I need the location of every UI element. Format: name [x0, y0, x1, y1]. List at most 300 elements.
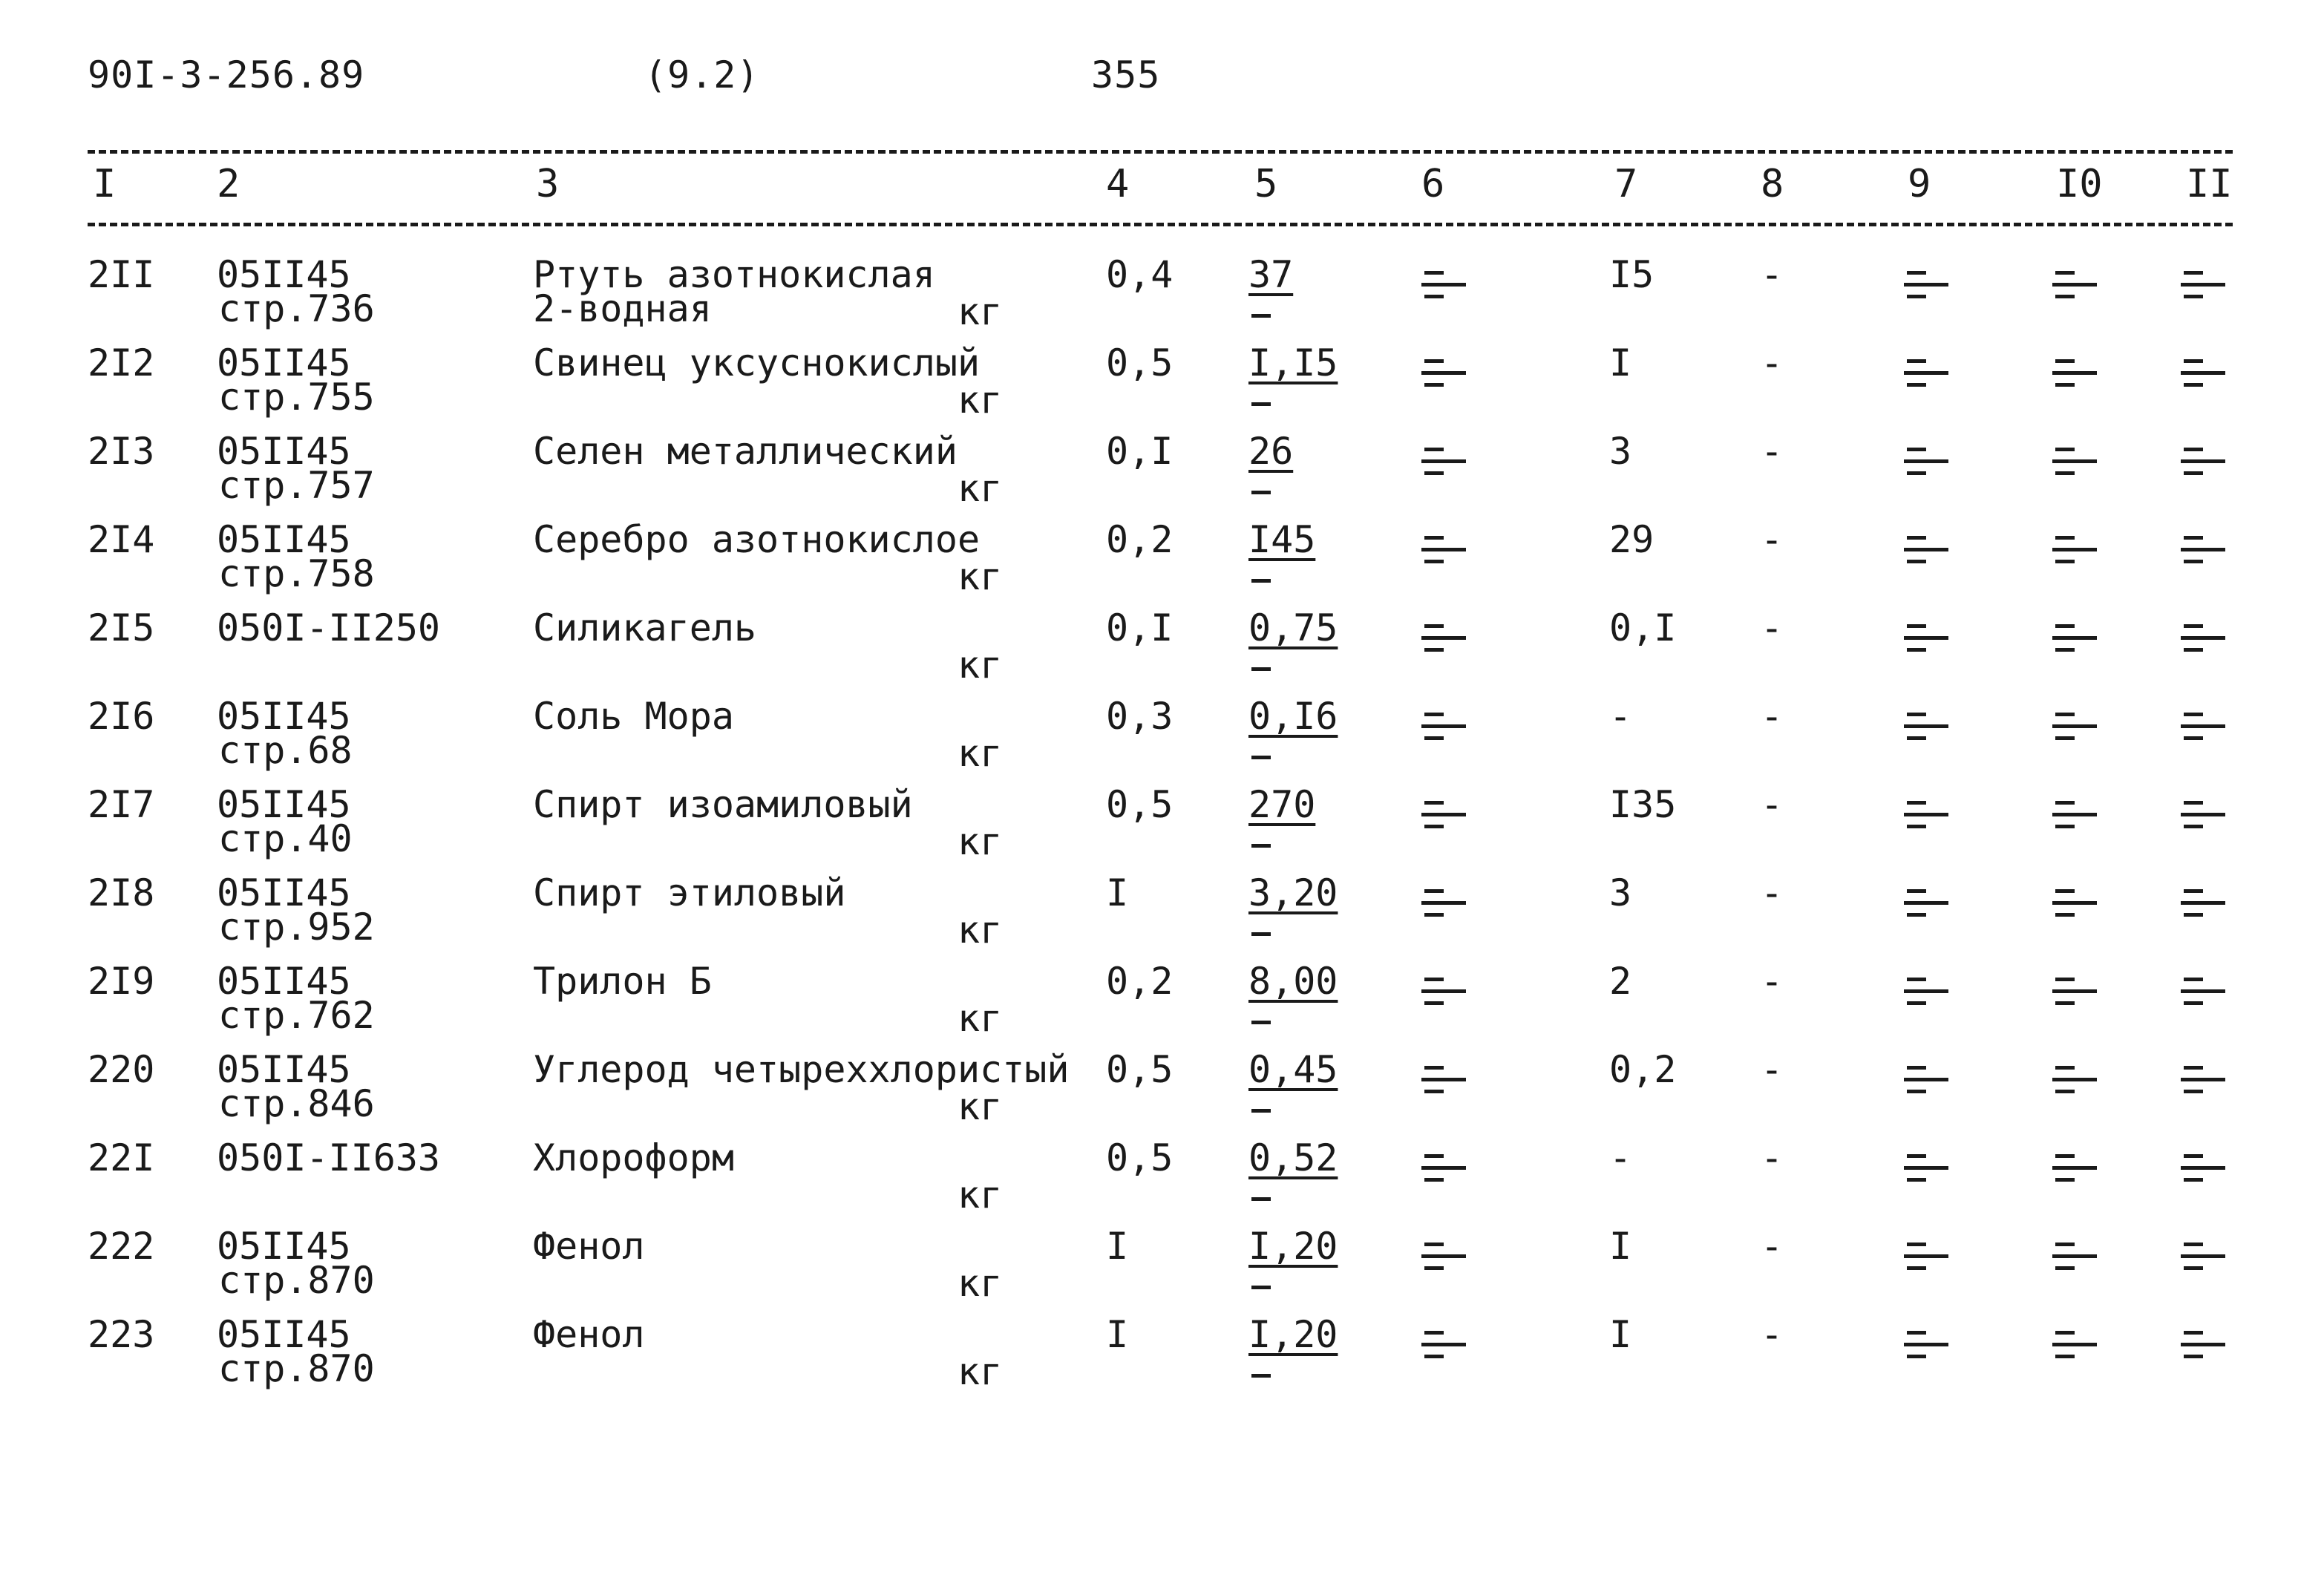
column-header: 7: [1614, 162, 1638, 206]
material-name: Фенол: [533, 1225, 645, 1268]
row-number: 223: [88, 1313, 155, 1356]
ditto-stroke: [1904, 1254, 1948, 1258]
ditto-mark-col10: [2052, 536, 2094, 566]
ditto-mark-col10: [2052, 448, 2094, 477]
ditto-mark-col6: [1421, 1243, 1463, 1272]
ditto-stroke: [2055, 889, 2075, 893]
column-header: 2: [217, 162, 240, 206]
material-name-line2: 2-водная: [533, 287, 712, 330]
unit-price: I,20: [1248, 1225, 1338, 1268]
unit-price: 0,75: [1248, 606, 1338, 649]
unit-price: I,I5: [1248, 341, 1338, 384]
col8-value: -: [1761, 341, 1784, 384]
ditto-stroke: [2052, 813, 2097, 816]
ditto-mark-col6: [1421, 624, 1463, 654]
ditto-mark-col6: [1421, 1331, 1463, 1361]
ditto-stroke: [1904, 1166, 1948, 1170]
ditto-stroke: [2055, 448, 2075, 451]
ditto-stroke: [2184, 1331, 2203, 1335]
ditto-stroke: [2181, 548, 2225, 551]
ditto-stroke: [2055, 536, 2075, 540]
unit: кг: [958, 1085, 1003, 1128]
ditto-stroke: [1907, 889, 1926, 893]
unit: кг: [958, 644, 1003, 687]
col7-value: 3: [1609, 871, 1632, 914]
quantity: 0,4: [1106, 253, 1174, 296]
quantity: 0,5: [1106, 1136, 1174, 1179]
col7-value: 29: [1609, 518, 1654, 561]
ditto-mark-col6: [1421, 978, 1463, 1007]
ditto-stroke: [2181, 1166, 2225, 1170]
ditto-mark-col6: [1421, 271, 1463, 301]
unit-price: 0,45: [1248, 1048, 1338, 1091]
material-name: Фенол: [533, 1313, 645, 1356]
ditto-stroke: [2055, 913, 2075, 917]
ditto-stroke: [2055, 1178, 2075, 1182]
ditto-mark-col9: [1904, 801, 1945, 831]
ditto-stroke: [1421, 371, 1466, 375]
row-number: 2I8: [88, 871, 155, 914]
ditto-mark-col11: [2181, 536, 2222, 566]
ditto-stroke: [1904, 1343, 1948, 1346]
ditto-stroke: [1424, 713, 1444, 716]
row-number: 222: [88, 1225, 155, 1268]
ditto-stroke: [2184, 913, 2203, 917]
ditto-stroke: [1904, 901, 1948, 905]
ditto-stroke: [2055, 648, 2075, 652]
ditto-mark-col10: [2052, 889, 2094, 919]
row-number: 22I: [88, 1136, 155, 1179]
col7-value: I: [1609, 1313, 1632, 1356]
ditto-mark-col6: [1421, 713, 1463, 742]
ditto-stroke: [2184, 978, 2203, 981]
material-name: Спирт этиловый: [533, 871, 846, 914]
ditto-mark-col10: [2052, 1331, 2094, 1361]
ditto-stroke: [2052, 1254, 2097, 1258]
ditto-mark-col9: [1904, 536, 1945, 566]
ditto-stroke: [1907, 448, 1926, 451]
col7-value: 0,I: [1609, 606, 1677, 649]
ditto-stroke: [2055, 295, 2075, 298]
unit: кг: [958, 1262, 1003, 1305]
price-ditto-tick: [1251, 756, 1271, 759]
col8-value: -: [1761, 253, 1784, 296]
ditto-stroke: [1424, 624, 1444, 628]
unit-price: 37: [1248, 253, 1294, 296]
ditto-mark-col11: [2181, 1243, 2222, 1272]
catalog-page-ref: стр.40: [218, 817, 353, 860]
catalog-page-ref: стр.870: [218, 1347, 375, 1390]
ditto-stroke: [1424, 801, 1444, 805]
ditto-stroke: [1424, 560, 1444, 563]
ditto-stroke: [1907, 560, 1926, 563]
quantity: 0,5: [1106, 783, 1174, 826]
ditto-stroke: [2181, 724, 2225, 728]
unit-price: 3,20: [1248, 871, 1338, 914]
ditto-mark-col9: [1904, 359, 1945, 389]
ditto-mark-col11: [2181, 1066, 2222, 1096]
row-number: 2I2: [88, 341, 155, 384]
ditto-stroke: [2052, 548, 2097, 551]
ditto-mark-col6: [1421, 801, 1463, 831]
ditto-mark-col9: [1904, 448, 1945, 477]
catalog-code: 05II45: [217, 695, 351, 738]
ditto-mark-col11: [2181, 801, 2222, 831]
ditto-stroke: [2055, 471, 2075, 475]
catalog-code: 05II45: [217, 253, 351, 296]
ditto-mark-col10: [2052, 271, 2094, 301]
ditto-stroke: [2184, 889, 2203, 893]
ditto-stroke: [1907, 1001, 1926, 1005]
ditto-stroke: [1907, 713, 1926, 716]
ditto-stroke: [1907, 536, 1926, 540]
price-ditto-tick: [1251, 844, 1271, 848]
ditto-stroke: [1424, 448, 1444, 451]
quantity: 0,2: [1106, 518, 1174, 561]
material-name: Силикагель: [533, 606, 757, 649]
ditto-stroke: [2184, 1001, 2203, 1005]
col8-value: -: [1761, 871, 1784, 914]
ditto-stroke: [2184, 383, 2203, 387]
ditto-stroke: [2181, 283, 2225, 287]
ditto-mark-col9: [1904, 1331, 1945, 1361]
ditto-mark-col11: [2181, 978, 2222, 1007]
ditto-stroke: [2184, 359, 2203, 363]
ditto-stroke: [2055, 736, 2075, 740]
catalog-page-ref: стр.762: [218, 994, 375, 1037]
row-number: 2II: [88, 253, 155, 296]
ditto-stroke: [2181, 901, 2225, 905]
unit: кг: [958, 820, 1003, 863]
catalog-page-ref: стр.952: [218, 906, 375, 949]
ditto-stroke: [2055, 978, 2075, 981]
ditto-mark-col9: [1904, 889, 1945, 919]
price-ditto-tick: [1251, 1374, 1271, 1378]
ditto-stroke: [1907, 271, 1926, 275]
ditto-stroke: [1421, 636, 1466, 640]
ditto-stroke: [1907, 383, 1926, 387]
unit-price: 0,I6: [1248, 695, 1338, 738]
ditto-stroke: [2184, 295, 2203, 298]
ditto-stroke: [2055, 1243, 2075, 1246]
price-ditto-tick: [1251, 1021, 1271, 1024]
material-name: Углерод четыреххлористый: [533, 1048, 1070, 1091]
ditto-mark-col10: [2052, 801, 2094, 831]
ditto-stroke: [2184, 624, 2203, 628]
ditto-stroke: [2184, 825, 2203, 828]
unit: кг: [958, 555, 1003, 598]
header-bottom-rule: [88, 223, 2233, 226]
ditto-stroke: [2181, 636, 2225, 640]
ditto-stroke: [1907, 1355, 1926, 1358]
material-name: Ртуть азотнокислая: [533, 253, 935, 296]
ditto-stroke: [1424, 736, 1444, 740]
ditto-stroke: [2055, 624, 2075, 628]
price-ditto-tick: [1251, 402, 1271, 406]
ditto-stroke: [1907, 736, 1926, 740]
ditto-mark-col10: [2052, 359, 2094, 389]
ditto-stroke: [2052, 636, 2097, 640]
ditto-stroke: [1424, 889, 1444, 893]
ditto-stroke: [2181, 1343, 2225, 1346]
row-number: 2I6: [88, 695, 155, 738]
ditto-mark-col10: [2052, 624, 2094, 654]
ditto-stroke: [2184, 648, 2203, 652]
material-name: Хлороформ: [533, 1136, 734, 1179]
ditto-stroke: [2055, 1090, 2075, 1093]
ditto-stroke: [2055, 1355, 2075, 1358]
row-number: 2I3: [88, 430, 155, 473]
ditto-stroke: [2184, 1355, 2203, 1358]
ditto-stroke: [2181, 813, 2225, 816]
col7-value: -: [1609, 695, 1632, 738]
ditto-mark-col6: [1421, 536, 1463, 566]
column-header: 3: [536, 162, 560, 206]
col8-value: -: [1761, 518, 1784, 561]
unit: кг: [958, 379, 1003, 422]
material-name: Спирт изоамиловый: [533, 783, 913, 826]
col7-value: I: [1609, 341, 1632, 384]
catalog-code: 05II45: [217, 871, 351, 914]
ditto-stroke: [2055, 1266, 2075, 1270]
col8-value: -: [1761, 960, 1784, 1003]
row-number: 2I4: [88, 518, 155, 561]
catalog-code: 05II45: [217, 960, 351, 1003]
unit-price: 0,52: [1248, 1136, 1338, 1179]
ditto-mark-col11: [2181, 1331, 2222, 1361]
ditto-stroke: [2184, 1178, 2203, 1182]
catalog-page-ref: стр.736: [218, 287, 375, 330]
price-ditto-tick: [1251, 932, 1271, 936]
col8-value: -: [1761, 783, 1784, 826]
ditto-stroke: [1424, 1001, 1444, 1005]
ditto-stroke: [1907, 1266, 1926, 1270]
ditto-stroke: [1424, 1154, 1444, 1158]
ditto-stroke: [1907, 1090, 1926, 1093]
unit-price: 8,00: [1248, 960, 1338, 1003]
ditto-stroke: [1907, 1243, 1926, 1246]
catalog-code: 050I-II250: [217, 606, 441, 649]
ditto-stroke: [1424, 825, 1444, 828]
ditto-stroke: [2184, 536, 2203, 540]
ditto-stroke: [1424, 978, 1444, 981]
ditto-stroke: [2184, 801, 2203, 805]
section-number: (9.2): [644, 53, 760, 96]
catalog-code: 05II45: [217, 430, 351, 473]
ditto-stroke: [2052, 989, 2097, 993]
ditto-stroke: [2181, 1254, 2225, 1258]
ditto-stroke: [1424, 1066, 1444, 1070]
ditto-stroke: [1424, 536, 1444, 540]
ditto-stroke: [1904, 283, 1948, 287]
unit-price: I45: [1248, 518, 1316, 561]
col8-value: -: [1761, 1048, 1784, 1091]
ditto-mark-col11: [2181, 713, 2222, 742]
col7-value: I: [1609, 1225, 1632, 1268]
catalog-page-ref: стр.757: [218, 464, 375, 507]
unit: кг: [958, 1173, 1003, 1217]
ditto-stroke: [2055, 1001, 2075, 1005]
price-ditto-tick: [1251, 667, 1271, 671]
quantity: 0,2: [1106, 960, 1174, 1003]
ditto-mark-col9: [1904, 713, 1945, 742]
ditto-mark-col9: [1904, 978, 1945, 1007]
ditto-stroke: [1421, 724, 1466, 728]
quantity: 0,5: [1106, 1048, 1174, 1091]
ditto-stroke: [1424, 271, 1444, 275]
ditto-stroke: [1424, 1090, 1444, 1093]
ditto-mark-col6: [1421, 448, 1463, 477]
ditto-mark-col10: [2052, 978, 2094, 1007]
ditto-stroke: [1421, 989, 1466, 993]
row-number: 2I9: [88, 960, 155, 1003]
page-number: 355: [1091, 53, 1161, 96]
ditto-mark-col11: [2181, 889, 2222, 919]
ditto-stroke: [1421, 1166, 1466, 1170]
catalog-page-ref: стр.68: [218, 729, 353, 772]
ditto-stroke: [2184, 713, 2203, 716]
col7-value: 0,2: [1609, 1048, 1677, 1091]
ditto-mark-col9: [1904, 1066, 1945, 1096]
price-ditto-tick: [1251, 491, 1271, 494]
col8-value: -: [1761, 695, 1784, 738]
ditto-stroke: [2184, 1090, 2203, 1093]
ditto-stroke: [1907, 1066, 1926, 1070]
price-ditto-tick: [1251, 1109, 1271, 1113]
col7-value: I5: [1609, 253, 1654, 296]
column-header: 5: [1254, 162, 1278, 206]
unit: кг: [958, 732, 1003, 775]
catalog-code: 05II45: [217, 1225, 351, 1268]
row-number: 2I5: [88, 606, 155, 649]
catalog-code: 05II45: [217, 1048, 351, 1091]
ditto-stroke: [1907, 624, 1926, 628]
ditto-mark-col11: [2181, 448, 2222, 477]
col7-value: I35: [1609, 783, 1677, 826]
price-ditto-tick: [1251, 1286, 1271, 1289]
unit-price: 26: [1248, 430, 1294, 473]
column-header: 6: [1421, 162, 1445, 206]
material-name: Свинец уксуснокислый: [533, 341, 981, 384]
row-number: 2I7: [88, 783, 155, 826]
ditto-stroke: [1421, 1254, 1466, 1258]
ditto-stroke: [1421, 548, 1466, 551]
ditto-stroke: [2052, 1166, 2097, 1170]
catalog-page-ref: стр.846: [218, 1082, 375, 1125]
quantity: I: [1106, 871, 1129, 914]
material-name: Селен металлический: [533, 430, 958, 473]
material-name: Серебро азотнокислое: [533, 518, 981, 561]
ditto-stroke: [1907, 825, 1926, 828]
quantity: 0,5: [1106, 341, 1174, 384]
col8-value: -: [1761, 1136, 1784, 1179]
catalog-code: 05II45: [217, 783, 351, 826]
ditto-stroke: [2052, 459, 2097, 463]
ditto-stroke: [1904, 459, 1948, 463]
ditto-mark-col6: [1421, 889, 1463, 919]
ditto-stroke: [1424, 648, 1444, 652]
ditto-stroke: [1907, 359, 1926, 363]
ditto-stroke: [1904, 1078, 1948, 1081]
row-number: 220: [88, 1048, 155, 1091]
ditto-mark-col9: [1904, 1154, 1945, 1184]
ditto-mark-col10: [2052, 1154, 2094, 1184]
col7-value: -: [1609, 1136, 1632, 1179]
col8-value: -: [1761, 430, 1784, 473]
ditto-stroke: [2184, 1266, 2203, 1270]
ditto-stroke: [2052, 371, 2097, 375]
ditto-stroke: [2184, 1066, 2203, 1070]
ditto-stroke: [2184, 736, 2203, 740]
ditto-stroke: [1907, 471, 1926, 475]
ditto-stroke: [2181, 371, 2225, 375]
catalog-code: 050I-II633: [217, 1136, 441, 1179]
ditto-stroke: [1907, 913, 1926, 917]
ditto-stroke: [2184, 560, 2203, 563]
ditto-stroke: [2055, 1154, 2075, 1158]
price-ditto-tick: [1251, 314, 1271, 318]
quantity: 0,3: [1106, 695, 1174, 738]
ditto-stroke: [1421, 813, 1466, 816]
ditto-stroke: [1424, 1178, 1444, 1182]
quantity: 0,I: [1106, 430, 1174, 473]
catalog-page-ref: стр.755: [218, 376, 375, 419]
ditto-stroke: [2052, 724, 2097, 728]
ditto-stroke: [2055, 271, 2075, 275]
column-header: 8: [1761, 162, 1784, 206]
column-header: 4: [1106, 162, 1130, 206]
ditto-stroke: [1424, 1266, 1444, 1270]
ditto-stroke: [2052, 901, 2097, 905]
unit: кг: [958, 997, 1003, 1040]
col8-value: -: [1761, 606, 1784, 649]
ditto-stroke: [1904, 636, 1948, 640]
ditto-stroke: [2184, 448, 2203, 451]
col7-value: 2: [1609, 960, 1632, 1003]
unit-price: I,20: [1248, 1313, 1338, 1356]
ditto-stroke: [2052, 1343, 2097, 1346]
ditto-stroke: [1424, 295, 1444, 298]
ditto-stroke: [1907, 801, 1926, 805]
catalog-code: 05II45: [217, 1313, 351, 1356]
ditto-stroke: [2184, 1154, 2203, 1158]
column-header: II: [2186, 162, 2233, 206]
ditto-stroke: [1424, 913, 1444, 917]
catalog-page-ref: стр.758: [218, 552, 375, 595]
ditto-stroke: [1904, 548, 1948, 551]
ditto-mark-col6: [1421, 1066, 1463, 1096]
ditto-stroke: [2055, 383, 2075, 387]
ditto-stroke: [2184, 471, 2203, 475]
column-header: I0: [2056, 162, 2103, 206]
ditto-stroke: [2055, 713, 2075, 716]
material-name: Трилон Б: [533, 960, 712, 1003]
column-header: I: [93, 162, 117, 206]
ditto-stroke: [1904, 724, 1948, 728]
material-name: Соль Мора: [533, 695, 734, 738]
unit: кг: [958, 467, 1003, 510]
unit-price: 270: [1248, 783, 1316, 826]
ditto-stroke: [1907, 1154, 1926, 1158]
quantity: 0,I: [1106, 606, 1174, 649]
table-top-rule: [88, 150, 2233, 154]
ditto-stroke: [1907, 648, 1926, 652]
ditto-stroke: [1421, 901, 1466, 905]
ditto-stroke: [1424, 1331, 1444, 1335]
ditto-stroke: [1907, 295, 1926, 298]
catalog-page-ref: стр.870: [218, 1259, 375, 1302]
catalog-code: 05II45: [217, 518, 351, 561]
